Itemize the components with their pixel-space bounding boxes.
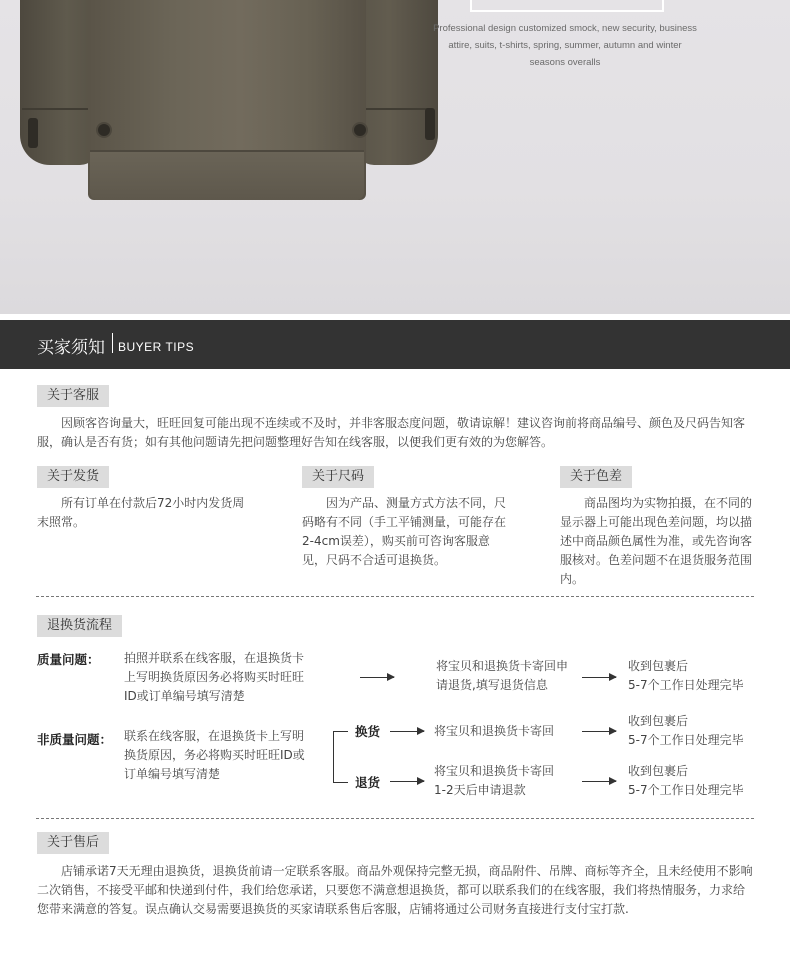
return-step-line2: 1-2天后申请退款 bbox=[434, 783, 526, 797]
cuff-tab bbox=[425, 108, 435, 140]
size-text: 因为产品、测量方式方法不同，尺码略有不同（手工平铺测量，可能存在2-4cm误差），购买前可咨询客服意见，尺码不合适可退换货。 bbox=[302, 496, 507, 567]
return-label: 退货 bbox=[355, 775, 381, 790]
quality-issue-label: 质量问题： bbox=[37, 652, 100, 667]
exchange-label: 换货 bbox=[355, 724, 381, 739]
arrow-right-icon bbox=[582, 731, 616, 732]
section-label-return-process: 退换货流程 bbox=[37, 615, 122, 637]
customer-service-text: 因顾客咨询量大，旺旺回复可能出现不连续或不及时，并非客服态度问题，敬请谅解！建议咨询前将商品编号、颜色及尺码告知客服，确认是否有货；如有其他问题请先把问题整理好告知在线客服，以便我们更有效的为您解答。 bbox=[37, 416, 746, 449]
arrow-right-icon bbox=[360, 677, 394, 678]
arrow-right-icon bbox=[582, 781, 616, 782]
header-title-cn: 买家须知 bbox=[37, 338, 105, 358]
jacket-right-cuff bbox=[366, 108, 432, 160]
exchange-result-line2: 5-7个工作日处理完毕 bbox=[628, 733, 744, 747]
cuff-tab bbox=[28, 118, 38, 148]
after-sales-text: 店铺承诺7天无理由退换货，退换货前请一定联系客服。商品外观保持完整无损，商品附件、吊牌、商标等齐全，且未经使用不影响二次销售，不接受平邮和快递到付件，我们给您承诺，只要您不满意想退换货，都可以联系我们的在线客服，我们将热情服务，力求给您带来满意的答复。误点确认交易需要退换货的买家请联系售后客服，店铺将通过公司财务直接进行支付宝打款. bbox=[37, 864, 753, 916]
color-text: 商品图均为实物拍摄，在不同的显示器上可能出现色差问题，均以描述中商品颜色属性为准，或先咨询客服核对。色差问题不在退货服务范围内。 bbox=[560, 496, 753, 586]
section-label-size: 关于尺码 bbox=[302, 466, 374, 488]
exchange-result-line1: 收到包裹后 bbox=[628, 714, 689, 728]
arrow-right-icon bbox=[582, 677, 616, 678]
quality-result-line2: 5-7个工作日处理完毕 bbox=[628, 678, 744, 692]
quality-result-line1: 收到包裹后 bbox=[628, 659, 689, 673]
section-label-customer-service: 关于客服 bbox=[37, 385, 109, 407]
shipping-text: 所有订单在付款后72小时内发货周末照常。 bbox=[37, 496, 245, 529]
caption-frame bbox=[470, 0, 664, 12]
jacket-hem bbox=[90, 150, 364, 200]
product-hero-image bbox=[0, 0, 790, 314]
quality-step-send-back: 将宝贝和退换货卡寄回申请退货,填写退货信息 bbox=[436, 659, 569, 692]
non-quality-issue-label: 非质量问题： bbox=[37, 732, 113, 747]
return-result-line1: 收到包裹后 bbox=[628, 764, 689, 778]
header-divider bbox=[112, 333, 113, 353]
quality-issue-text: 拍照并联系在线客服，在退换货卡上写明换货原因务必将购买时旺旺ID或订单编号填写清楚 bbox=[124, 651, 305, 703]
section-label-after-sales: 关于售后 bbox=[37, 832, 109, 854]
jacket-button bbox=[96, 122, 112, 138]
arrow-right-icon bbox=[390, 781, 424, 782]
section-label-color: 关于色差 bbox=[560, 466, 632, 488]
jacket-button bbox=[352, 122, 368, 138]
section-label-shipping: 关于发货 bbox=[37, 466, 109, 488]
return-step-line1: 将宝贝和退换货卡寄回 bbox=[434, 764, 555, 778]
dashed-divider bbox=[36, 818, 754, 819]
return-result-line2: 5-7个工作日处理完毕 bbox=[628, 783, 744, 797]
dashed-divider bbox=[36, 596, 754, 597]
exchange-step: 将宝贝和退换货卡寄回 bbox=[434, 724, 555, 738]
branch-bracket bbox=[333, 731, 348, 783]
header-title-en: BUYER TIPS bbox=[118, 340, 195, 354]
hero-caption: Professional design customized smock, new security, business attire, suits, t-shirts, spring, summer, autumn and winter seasons overalls bbox=[433, 23, 697, 68]
non-quality-issue-text: 联系在线客服，在退换货卡上写明换货原因，务必将购买时旺旺ID或订单编号填写清楚 bbox=[124, 729, 305, 781]
arrow-right-icon bbox=[390, 731, 424, 732]
